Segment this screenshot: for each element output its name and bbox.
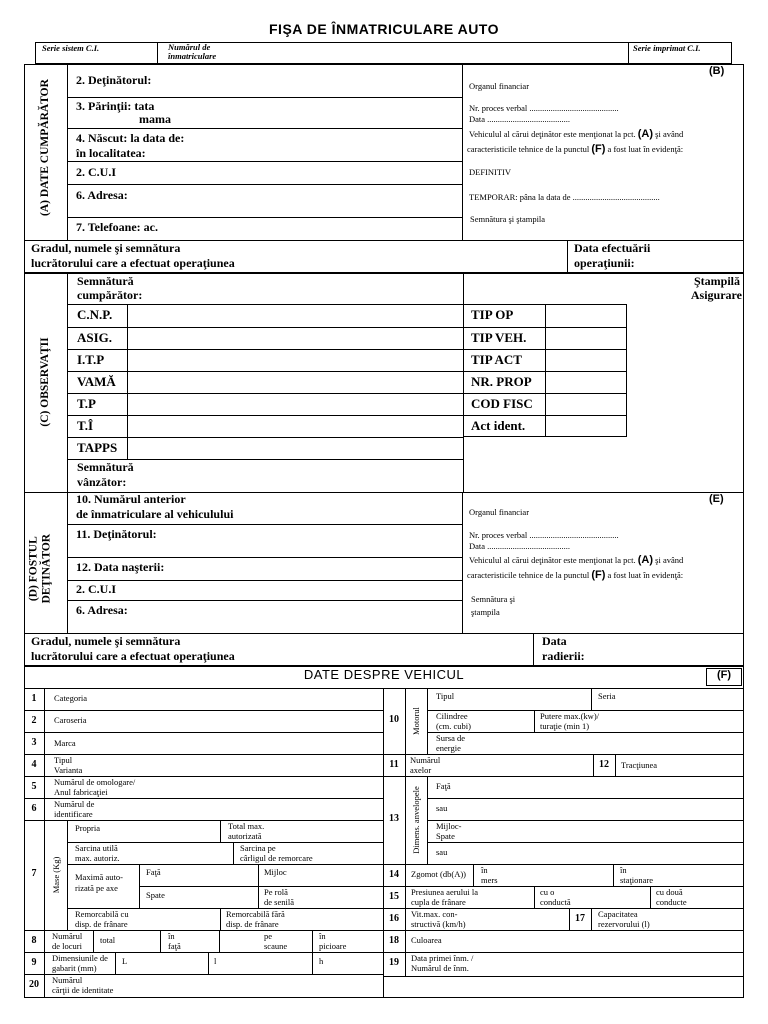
locuri-total: total [100, 935, 116, 945]
organ-financiar-e: Organul financiar [469, 507, 530, 517]
maxima-axe-2: rizată pe axe [75, 883, 118, 893]
anvelope-sau-1: sau [436, 803, 448, 813]
culoarea-label: Culoarea [411, 935, 442, 945]
anvelope-mijloc-2: Spate [436, 831, 455, 841]
section-c-label: (C) OBSERVAŢII [39, 337, 51, 427]
grad-line1-a: Gradul, numele şi semnătura [31, 241, 181, 255]
row-num-8: 8 [31, 935, 37, 946]
locuri-pe: pe [264, 931, 273, 941]
o-conducta-2: conductă [540, 897, 571, 907]
row-num-17: 17 [575, 913, 585, 924]
serie-imprimat-label: Serie imprimat C.I. [633, 43, 701, 53]
nascut-data-field[interactable]: 4. Născut: la data de: [76, 131, 185, 145]
varianta-label: Varianta [54, 765, 83, 775]
fost-detinator-field[interactable]: 11. Deţinătorul: [76, 527, 157, 541]
semnatura-e-2: ştampila [471, 607, 500, 617]
pe-rola-2: de senilă [264, 897, 294, 907]
propria-label: Propria [75, 823, 101, 833]
tractiunea-label: Tracţiunea [621, 760, 658, 770]
numar-axe-2: axelor [410, 765, 432, 775]
mase-label: Mase (Kg) [51, 856, 61, 894]
identificare-label-2: identificare [54, 809, 93, 819]
tip-act-label: TIP ACT [471, 352, 522, 367]
row-num-15: 15 [389, 891, 399, 902]
omologare-label-2: Anul fabricaţiei [54, 787, 108, 797]
gabarit-h: h [319, 956, 324, 966]
total-max-1: Total max. [228, 821, 265, 831]
putere-2: turaţie (min 1) [540, 721, 590, 731]
row-num-20: 20 [29, 979, 39, 990]
motor-tipul-label: Tipul [436, 691, 455, 701]
locuri-in-2: în [319, 931, 326, 941]
serie-sistem-label: Serie sistem C.I. [42, 43, 100, 53]
sursa-energie-2: energie [436, 743, 461, 753]
adresa-field-a[interactable]: 6. Adresa: [76, 188, 128, 202]
cilindree-1: Cilindree [436, 711, 468, 721]
sarcina-utila-1: Sarcina utilă [75, 843, 118, 853]
tp-label: T.P [77, 396, 96, 411]
definitiv-option[interactable]: DEFINITIV [469, 167, 512, 177]
organ-financiar-b: Organul financiar [469, 81, 530, 91]
marca-label: Marca [54, 738, 76, 748]
grad-line1-b: Gradul, numele şi semnătura [31, 634, 181, 648]
semnatura-vanzator-2[interactable]: vânzător: [77, 475, 127, 489]
anvelope-fata: Faţă [436, 781, 451, 791]
sarcina-carlig-1: Sarcina pe [240, 843, 276, 853]
row-num-19: 19 [389, 957, 399, 968]
tip-veh-label: TIP VEH. [471, 330, 527, 345]
parinti-mama-field[interactable]: mama [139, 112, 171, 126]
semnatura-stampila-b: Semnătura şi ştampila [470, 214, 546, 224]
gabarit-L: L [122, 956, 128, 966]
vehicul-text-b-2: caracteristicile tehnice de la punctul (F) a fost luat în evidenţă: [467, 143, 684, 155]
act-ident-label: Act ident. [471, 418, 526, 433]
remorcabila-fara-2: disp. de frânare [226, 919, 279, 929]
data-radierii-1: Data [542, 634, 567, 648]
locuri-scaune: scaune [264, 941, 288, 951]
spate-mase-label: Spate [146, 890, 165, 900]
row-num-18: 18 [389, 935, 399, 946]
cilindree-2: (cm. cubi) [436, 721, 471, 731]
grad-line2-b: lucrătorului care a efectuat operaţiunea [31, 649, 235, 663]
numar-inmatriculare-label: Numărul de înmatriculare [168, 42, 217, 61]
maxima-axe-1: Maximă auto- [75, 872, 123, 882]
carte-identitate-2: cărţii de identitate [52, 985, 114, 995]
fata-mase-label: Faţă [146, 867, 161, 877]
data-efectuarii-2[interactable]: operaţiunii: [574, 256, 635, 270]
o-conducta-1: cu o [540, 887, 555, 897]
nr-prop-label: NR. PROP [471, 374, 532, 389]
rezervor-2: rezervorului (l) [598, 919, 650, 929]
motor-seria-label: Seria [598, 691, 616, 701]
presiune-2: cupla de frânare [411, 897, 466, 907]
proces-verbal-e: Nr. proces verbal .......................................... [469, 530, 619, 540]
remorcabila-fara-1: Remorcabilă fără [226, 909, 285, 919]
categoria-label: Categoria [54, 693, 88, 703]
row-num-5: 5 [31, 781, 37, 792]
tipul-label: Tipul [54, 755, 73, 765]
viteza-max-1: Vit.max. con- [411, 909, 458, 919]
data-efectuarii-1: Data efectuării [574, 241, 651, 255]
data-e: Data ....................................... [469, 541, 571, 551]
locuri-label-2: de locuri [52, 941, 82, 951]
stampila-1: Ştampilă [693, 274, 740, 288]
parinti-tata-field[interactable]: 3. Părinţii: tata [76, 99, 155, 113]
zgomot-stationare-2: staţionare [620, 875, 654, 885]
vehicul-text-b-1: Vehiculul al cărui deţinător este menţionat la pct. (A) şi având [469, 128, 684, 140]
row-num-10: 10 [389, 714, 399, 725]
row-num-6: 6 [31, 803, 37, 814]
tip-op-label: TIP OP [471, 307, 514, 322]
cui-field-d[interactable]: 2. C.U.I [76, 582, 117, 596]
row-num-1: 1 [31, 693, 37, 704]
zgomot-mers-2: mers [481, 875, 498, 885]
row-num-7: 7 [31, 868, 37, 879]
vehicul-text-e-1: Vehiculul al cărui deţinător este menţionat la pct. (A) şi având [469, 554, 684, 566]
vehicle-title: DATE DESPRE VEHICUL [303, 667, 465, 682]
locuri-in-1: în [168, 931, 175, 941]
remorcabila-cu-2: disp. de frânare [75, 919, 128, 929]
data-prima-inm-1: Data primei înm. / [411, 953, 474, 963]
zgomot-label: Zgomot (db(A)) [411, 869, 467, 879]
gabarit-label-1: Dimensiunile de [52, 953, 108, 963]
locuri-picioare: picioare [319, 941, 347, 951]
row-num-13: 13 [389, 813, 399, 824]
temporar-option[interactable]: TEMPORAR: pâna la data de ......................................... [469, 192, 660, 202]
locuri-label-1: Numărul [52, 931, 83, 941]
caroseria-label: Caroseria [54, 715, 87, 725]
grad-line2-a: lucrătorului care a efectuat operaţiunea [31, 256, 235, 270]
ti-label: T.Î [77, 418, 94, 433]
telefoane-field[interactable]: 7. Telefoane: ac. [76, 220, 158, 234]
row-num-3: 3 [31, 737, 37, 748]
gabarit-l: l [214, 956, 217, 966]
semnatura-vanzator-1: Semnătură [77, 460, 134, 474]
rezervor-1: Capacitatea [598, 909, 638, 919]
adresa-field-d[interactable]: 6. Adresa: [76, 603, 128, 617]
sarcina-utila-2: max. autoriz. [75, 853, 120, 863]
row-num-16: 16 [389, 913, 399, 924]
semnatura-cumparator-1: Semnătură [77, 274, 134, 288]
stampila-2: Asigurare [690, 288, 742, 302]
form-title: FIŞA DE ÎNMATRICULARE AUTO [269, 21, 499, 37]
anvelope-mijloc-1: Mijloc- [436, 821, 462, 831]
asig-label: ASIG. [77, 330, 113, 345]
motorul-label: Motorul [411, 707, 421, 735]
data-b: Data ....................................... [469, 114, 571, 124]
numar-anterior-2[interactable]: de înmatriculare al vehiculului [76, 507, 234, 521]
cui-field-a[interactable]: 2. C.U.I [76, 165, 117, 179]
zgomot-stationare-1: în [620, 865, 627, 875]
doua-conducte-1: cu două [656, 887, 683, 897]
data-prima-inm-2: Numărul de înm. [411, 963, 469, 973]
nascut-localitate-field[interactable]: în localitatea: [76, 146, 146, 160]
vama-label: VAMĂ [77, 374, 116, 389]
anvelope-sau-2: sau [436, 847, 448, 857]
sursa-energie-1: Sursa de [436, 733, 466, 743]
pe-rola-1: Pe rolă [264, 887, 288, 897]
zgomot-mers-1: în [481, 865, 488, 875]
putere-1: Putere max.(kw)/ [540, 711, 600, 721]
identificare-label-1: Numărul de [54, 799, 95, 809]
semnatura-cumparator-2[interactable]: cumpărător: [77, 288, 143, 302]
data-nasterii-field[interactable]: 12. Data naşterii: [76, 560, 165, 574]
omologare-label-1: Numărul de omologare/ [54, 777, 136, 787]
cod-fisc-label: COD FISC [471, 396, 533, 411]
semnatura-e-1: Semnătura şi [471, 594, 516, 604]
vehicle-tag: (F) [716, 669, 732, 681]
locuri-fata: faţă [168, 941, 181, 951]
numar-anterior-1: 10. Numărul anterior [76, 492, 186, 506]
section-b-tag: (B) [709, 65, 725, 77]
itp-label: I.T.P [77, 352, 105, 367]
section-e-tag: (E) [709, 493, 724, 505]
gabarit-label-2: gabarit (mm) [52, 963, 97, 973]
viteza-max-2: structivă (km/h) [411, 919, 466, 929]
anvelope-label: Dimens. anvelopele [411, 786, 421, 854]
row-num-9: 9 [31, 957, 37, 968]
carte-identitate-1: Numărul [52, 975, 83, 985]
row-num-4: 4 [31, 759, 37, 770]
presiune-1: Presiunea aerului la [411, 887, 479, 897]
section-d-label: (D) FOSTUL DEŢINĂTOR [27, 533, 52, 604]
sarcina-carlig-2: cârligul de remorcare [240, 853, 313, 863]
detinator-field[interactable]: 2. Deţinătorul: [76, 73, 152, 87]
remorcabila-cu-1: Remorcabilă cu [75, 909, 129, 919]
data-radierii-2[interactable]: radierii: [542, 649, 585, 663]
tapps-label: TAPPS [77, 440, 118, 455]
cnp-label: C.N.P. [77, 307, 113, 322]
row-num-14: 14 [389, 869, 399, 880]
proces-verbal-b: Nr. proces verbal .......................................... [469, 103, 619, 113]
total-max-2: autorizată [228, 831, 262, 841]
vehicul-text-e-2: caracteristicile tehnice de la punctul (F) a fost luat în evidenţă: [467, 569, 684, 581]
mijloc-mase-label: Mijloc [264, 867, 287, 877]
doua-conducte-2: conducte [656, 897, 687, 907]
row-num-12: 12 [599, 759, 609, 770]
row-num-11: 11 [389, 759, 399, 770]
numar-axe-1: Numărul [410, 755, 441, 765]
section-a-label: (A) DATE CUMPĂRĂTOR [39, 79, 51, 216]
row-num-2: 2 [31, 715, 37, 726]
